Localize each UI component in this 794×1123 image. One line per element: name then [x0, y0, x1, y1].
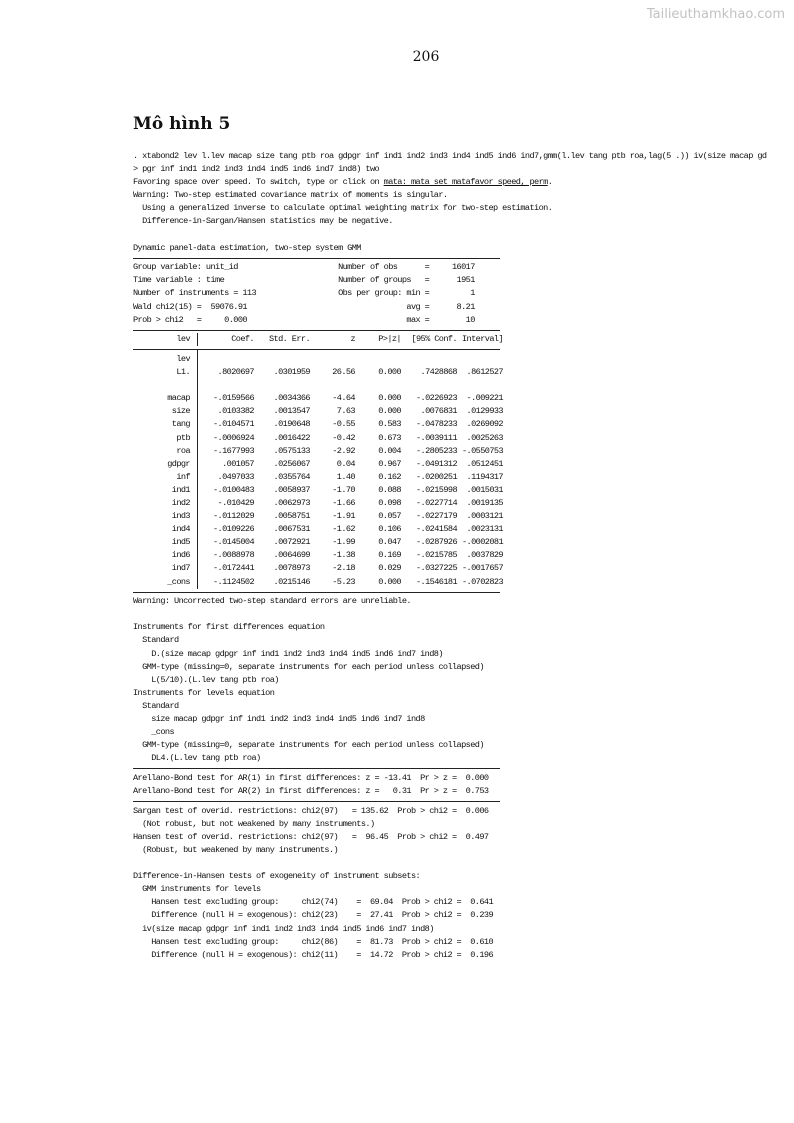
- cell-pvalue: 0.106: [378, 524, 401, 535]
- summary-line: Number of instruments = 113 Obs per group: min = 1: [133, 288, 475, 299]
- instrument-line: _cons: [133, 727, 175, 738]
- estimation-title: Dynamic panel-data estimation, two-step system GMM: [133, 242, 361, 253]
- overid-line: (Not robust, but not weakened by many instruments.): [133, 818, 375, 829]
- table-row: [133, 549, 503, 562]
- row-variable: ind1: [171, 484, 190, 495]
- ar1-test: Arellano-Bond test for AR(1) in first differences: z = -13.41 Pr > z = 0.000: [133, 772, 489, 783]
- row-variable: roa: [176, 445, 190, 456]
- coefficient-table-body: [133, 353, 503, 589]
- cell-stderr: .0034366: [273, 393, 310, 404]
- instrument-line: GMM-type (missing=0, separate instruments for each period unless collapsed): [133, 661, 484, 672]
- row-variable: L1.: [176, 367, 190, 378]
- cell-pvalue: 0.162: [378, 471, 401, 482]
- row-variable: size: [171, 406, 190, 417]
- cell-ci-high: .0003121: [466, 511, 503, 522]
- cell-pvalue: 0.088: [378, 484, 401, 495]
- row-variable: ind7: [171, 563, 190, 574]
- cell-ci-high: -.009221: [466, 393, 503, 404]
- cell-ci-low: -.0287926: [415, 537, 457, 548]
- cell-ci-low: -.0039111: [415, 432, 457, 443]
- cell-stderr: .0072921: [273, 537, 310, 548]
- cell-pvalue: 0.583: [378, 419, 401, 430]
- cell-ci-high: .0023131: [466, 524, 503, 535]
- cell-coef: -.1677993: [212, 445, 254, 456]
- diff-hansen-line: Difference (null H = exogenous): chi2(23) = 27.41 Prob > chi2 = 0.239: [133, 910, 494, 921]
- cell-coef: .0103382: [217, 406, 254, 417]
- summary-line: Prob > chi2 = 0.000 max = 10: [133, 314, 475, 325]
- cell-stderr: .0190648: [273, 419, 310, 430]
- row-variable: macap: [167, 393, 190, 404]
- cell-ci-high: -.0017657: [461, 563, 503, 574]
- cell-z: -1.91: [332, 511, 355, 522]
- cell-ci-high: -.0002081: [461, 537, 503, 548]
- depvar-label: lev: [176, 334, 190, 345]
- row-variable: tang: [171, 419, 190, 430]
- watermark: Tailieuthamkhao.com: [646, 7, 785, 22]
- table-row: [133, 458, 503, 471]
- cell-pvalue: 0.000: [378, 576, 401, 587]
- cell-coef: -.1124502: [212, 576, 254, 587]
- cell-z: -1.62: [332, 524, 355, 535]
- cell-ci-high: .0019135: [466, 497, 503, 508]
- cell-z: 0.04: [336, 458, 355, 469]
- table-row: [133, 392, 503, 405]
- cell-ci-high: .0015031: [466, 484, 503, 495]
- cell-ci-low: -.0215785: [415, 550, 457, 561]
- row-variable: ind2: [171, 497, 190, 508]
- table-row: [133, 510, 503, 523]
- mata-link[interactable]: mata: mata set matafavor speed, perm: [383, 177, 548, 188]
- cell-ci-low: -.0226923: [415, 393, 457, 404]
- header-z: z: [350, 334, 355, 345]
- table-row: [133, 366, 503, 379]
- header-ci-low: [95% Conf.: [411, 334, 457, 345]
- cell-ci-low: -.0478233: [415, 419, 457, 430]
- cell-pvalue: 0.004: [378, 445, 401, 456]
- rule-table-bottom: [133, 589, 500, 596]
- table-row: [133, 562, 503, 575]
- page-number: 206: [412, 49, 440, 65]
- cell-stderr: .0078973: [273, 563, 310, 574]
- cell-ci-high: .0512451: [466, 458, 503, 469]
- cell-z: -0.42: [332, 432, 355, 443]
- warning-singular: Warning: Two-step estimated covariance matrix of moments is singular.: [133, 190, 448, 201]
- cell-z: -4.64: [332, 393, 355, 404]
- table-row: [133, 484, 503, 497]
- cell-ci-high: .1194317: [466, 471, 503, 482]
- cell-ci-low: .7428868: [420, 367, 457, 378]
- cell-coef: -.0006924: [212, 432, 254, 443]
- cell-coef: -.0145004: [212, 537, 254, 548]
- instrument-line: D.(size macap gdpgr inf ind1 ind2 ind3 ind4 ind5 ind6 ind7 ind8): [133, 648, 443, 659]
- cell-z: -0.55: [332, 419, 355, 430]
- cell-pvalue: 0.000: [378, 406, 401, 417]
- cell-coef: -.010429: [217, 497, 254, 508]
- cell-stderr: .0575133: [273, 445, 310, 456]
- table-row: [133, 471, 503, 484]
- table-row: [133, 497, 503, 510]
- overid-line: Hansen test of overid. restrictions: chi2(97) = 96.45 Prob > chi2 = 0.497: [133, 831, 489, 842]
- cell-pvalue: 0.098: [378, 497, 401, 508]
- stata-output: [133, 150, 794, 962]
- rule-ar-bottom: [133, 798, 500, 805]
- cell-coef: -.0088978: [212, 550, 254, 561]
- cell-ci-low: -.2805233: [415, 445, 457, 456]
- cell-z: -5.23: [332, 576, 355, 587]
- cell-ci-low: -.0491312: [415, 458, 457, 469]
- cell-pvalue: 0.047: [378, 537, 401, 548]
- header-stderr: Std. Err.: [268, 334, 310, 345]
- table-row: [133, 432, 503, 445]
- row-variable: ind6: [171, 550, 190, 561]
- cell-pvalue: 0.673: [378, 432, 401, 443]
- cell-stderr: .0058937: [273, 484, 310, 495]
- instrument-line: Instruments for first differences equation: [133, 622, 325, 633]
- cell-ci-high: .8612527: [466, 367, 503, 378]
- blank-line: [133, 229, 794, 242]
- table-header-row: [133, 333, 503, 346]
- summary-line: Time variable : time Number of groups = 1951: [133, 275, 475, 286]
- coefficient-table-header: [133, 333, 503, 346]
- instrument-line: DL4.(L.lev tang ptb roa): [133, 753, 261, 764]
- cell-z: -2.18: [332, 563, 355, 574]
- row-variable: _cons: [167, 576, 190, 587]
- cell-stderr: .0062973: [273, 497, 310, 508]
- cell-pvalue: 0.967: [378, 458, 401, 469]
- cell-ci-low: -.0200251: [415, 471, 457, 482]
- row-variable: ind3: [171, 511, 190, 522]
- instrument-line: Instruments for levels equation: [133, 687, 275, 698]
- table-row: [133, 536, 503, 549]
- cell-ci-low: -.0327225: [415, 563, 457, 574]
- diff-hansen-line: iv(size macap gdpgr inf ind1 ind2 ind3 ind4 ind5 ind6 ind7 ind8): [133, 923, 434, 934]
- instrument-line: Standard: [133, 635, 179, 646]
- warning-uncorrected: Warning: Uncorrected two-step standard errors are unreliable.: [133, 596, 411, 607]
- cell-ci-high: .0269092: [466, 419, 503, 430]
- section-heading: Mô hình 5: [133, 114, 231, 134]
- cell-coef: -.0109226: [212, 524, 254, 535]
- table-row: [133, 576, 503, 589]
- cell-pvalue: 0.000: [378, 367, 401, 378]
- cell-stderr: .0067531: [273, 524, 310, 535]
- ar2-test: Arellano-Bond test for AR(2) in first differences: z = 0.31 Pr > z = 0.753: [133, 786, 489, 797]
- overid-line: (Robust, but weakened by many instruments.): [133, 844, 339, 855]
- table-row: [133, 445, 503, 458]
- table-rows: [133, 366, 503, 589]
- rule-top: [133, 255, 500, 262]
- cell-z: -2.92: [332, 445, 355, 456]
- favoring-suffix: .: [547, 177, 553, 188]
- cell-coef: -.0112029: [212, 511, 254, 522]
- cell-z: 7.63: [336, 406, 355, 417]
- cell-coef: -.0159566: [212, 393, 254, 404]
- table-lag-group: [133, 353, 500, 366]
- diff-hansen-line: Difference-in-Hansen tests of exogeneity of instrument subsets:: [133, 871, 421, 882]
- favoring-message: [133, 176, 794, 189]
- cell-ci-high: -.0702823: [461, 576, 503, 587]
- command-line: . xtabond2 lev l.lev macap size tang ptb roa gdpgr inf ind1 ind2 ind3 ind4 ind5 ind6 ind7,gmm(l.lev tang ptb roa,lag(5 .)) iv(size macap gd: [133, 151, 767, 161]
- cell-ci-low: -.0227714: [415, 497, 457, 508]
- row-variable: gdpgr: [167, 458, 190, 469]
- blank-line: [133, 608, 794, 621]
- cell-pvalue: 0.169: [378, 550, 401, 561]
- cell-z: 1.40: [336, 471, 355, 482]
- rule-ar-top: [133, 765, 500, 772]
- warning-negative: Difference-in-Sargan/Hansen statistics may be negative.: [133, 216, 393, 227]
- cell-ci-low: -.0227179: [415, 511, 457, 522]
- row-variable: ind4: [171, 524, 190, 535]
- instrument-line: Standard: [133, 700, 179, 711]
- instrument-line: GMM-type (missing=0, separate instruments for each period unless collapsed): [133, 740, 484, 751]
- cell-stderr: .0016422: [273, 432, 310, 443]
- cell-stderr: .0256067: [273, 458, 310, 469]
- header-ci-high: Interval]: [461, 334, 503, 345]
- blank-line: [133, 379, 500, 392]
- header-coef: Coef.: [231, 334, 254, 345]
- cell-coef: -.0104571: [212, 419, 254, 430]
- summary-line: Group variable: unit_id Number of obs = 16017: [133, 262, 475, 273]
- table-row: [133, 405, 503, 418]
- cell-ci-high: .0129933: [466, 406, 503, 417]
- cell-pvalue: 0.029: [378, 563, 401, 574]
- cell-stderr: .0064699: [273, 550, 310, 561]
- instrument-line: size macap gdpgr inf ind1 ind2 ind3 ind4 ind5 ind6 ind7 ind8: [133, 714, 425, 725]
- cell-pvalue: 0.057: [378, 511, 401, 522]
- cell-coef: -.0172441: [212, 563, 254, 574]
- diff-hansen-line: Hansen test excluding group: chi2(86) = 81.73 Prob > chi2 = 0.610: [133, 936, 494, 947]
- cell-pvalue: 0.000: [378, 393, 401, 404]
- cell-ci-low: -.0215998: [415, 484, 457, 495]
- cell-stderr: .0013547: [273, 406, 310, 417]
- cell-stderr: .0058751: [273, 511, 310, 522]
- cell-ci-high: .0037829: [466, 550, 503, 561]
- instrument-line: L(5/10).(L.lev tang ptb roa): [133, 674, 279, 685]
- header-pvalue: P>|z|: [378, 334, 401, 345]
- favoring-prefix: Favoring space over speed. To switch, type or click on: [133, 177, 384, 188]
- table-row: [133, 418, 503, 431]
- cell-z: -1.66: [332, 497, 355, 508]
- cell-ci-low: .0076831: [420, 406, 457, 417]
- cell-ci-high: -.0550753: [461, 445, 503, 456]
- cell-stderr: .0355764: [273, 471, 310, 482]
- cell-coef: .0497033: [217, 471, 254, 482]
- cell-coef: -.0100483: [212, 484, 254, 495]
- cell-stderr: .0215146: [273, 576, 310, 587]
- lag-group-label: lev: [176, 353, 190, 364]
- diff-hansen-line: Hansen test excluding group: chi2(74) = 69.04 Prob > chi2 = 0.641: [133, 897, 494, 908]
- command-continuation: > pgr inf ind1 ind2 ind3 ind4 ind5 ind6 ind7 ind8) two: [133, 164, 380, 175]
- row-variable: inf: [176, 471, 190, 482]
- diff-hansen-line: Difference (null H = exogenous): chi2(11) = 14.72 Prob > chi2 = 0.196: [133, 949, 494, 960]
- cell-z: -1.38: [332, 550, 355, 561]
- row-variable: ind5: [171, 537, 190, 548]
- overid-line: Sargan test of overid. restrictions: chi2(97) = 135.62 Prob > chi2 = 0.006: [133, 805, 489, 816]
- summary-line: Wald chi2(15) = 59076.91 avg = 8.21: [133, 301, 475, 312]
- cell-coef: .001057: [222, 458, 254, 469]
- cell-z: -1.99: [332, 537, 355, 548]
- cell-ci-low: -.1546181: [415, 576, 457, 587]
- cell-ci-high: .0025263: [466, 432, 503, 443]
- cell-coef: .8020697: [217, 367, 254, 378]
- warning-inverse: Using a generalized inverse to calculate optimal weighting matrix for two-step estimation.: [133, 203, 553, 214]
- blank-line: [133, 857, 794, 870]
- cell-ci-low: -.0241584: [415, 524, 457, 535]
- row-variable: ptb: [176, 432, 190, 443]
- cell-stderr: .0301959: [273, 367, 310, 378]
- cell-z: -1.70: [332, 484, 355, 495]
- cell-z: 26.56: [332, 367, 355, 378]
- diff-hansen-line: GMM instruments for levels: [133, 884, 261, 895]
- table-row: [133, 523, 503, 536]
